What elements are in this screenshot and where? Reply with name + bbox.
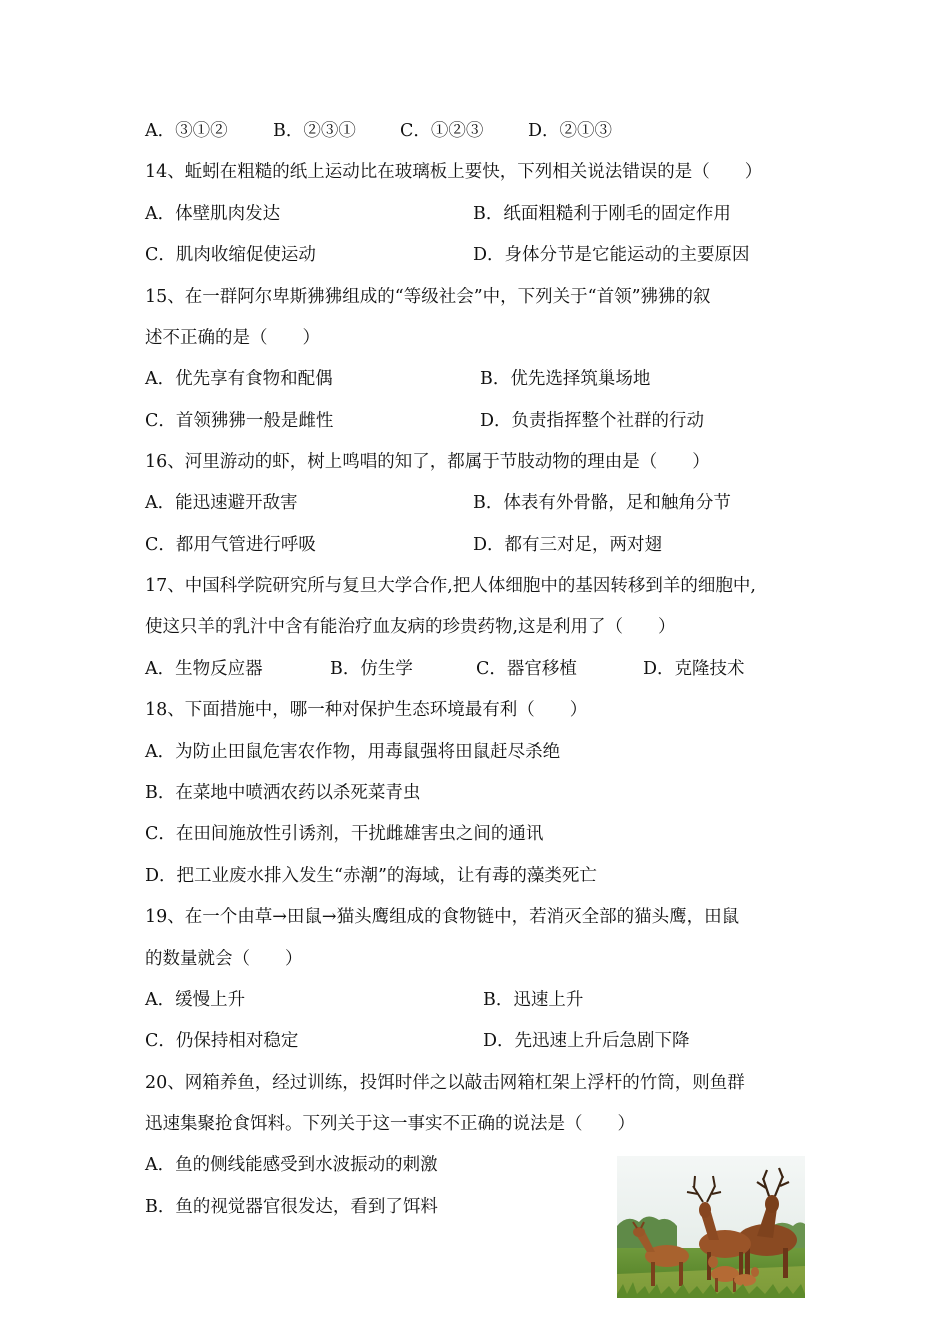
q16-option-a: A．能迅速避开敌害 bbox=[145, 493, 298, 513]
q18-option-a: A．为防止田鼠危害农作物，用毒鼠强将田鼠赶尽杀绝 bbox=[145, 742, 561, 762]
q18-stem: 18、下面措施中，哪一种对保护生态环境最有利（ ） bbox=[145, 700, 588, 720]
q19-option-a: A．缓慢上升 bbox=[145, 990, 246, 1010]
q17-stem-line1: 17、中国科学院研究所与复旦大学合作,把人体细胞中的基因转移到羊的细胞中, bbox=[145, 576, 756, 596]
q20-option-a: A．鱼的侧线能感受到水波振动的刺激 bbox=[145, 1155, 438, 1175]
q15-option-c: C．首领狒狒一般是雌性 bbox=[145, 411, 334, 431]
q15-option-d: D．负责指挥整个社群的行动 bbox=[480, 411, 705, 431]
q18-option-b: B．在菜地中喷洒农药以杀死菜青虫 bbox=[145, 783, 421, 803]
q20-option-b: B．鱼的视觉器官很发达，看到了饵料 bbox=[145, 1197, 438, 1217]
q14-option-d: D．身体分节是它能运动的主要原因 bbox=[473, 245, 750, 265]
q19-stem-line2: 的数量就会（ ） bbox=[145, 949, 303, 969]
q17-option-a: A．生物反应器 bbox=[145, 659, 263, 679]
q14-option-a: A．体壁肌肉发达 bbox=[145, 204, 281, 224]
q13-option-b: B．②③① bbox=[273, 121, 356, 141]
q17-option-d: D．克隆技术 bbox=[643, 659, 745, 679]
q16-option-d: D．都有三对足，两对翅 bbox=[473, 535, 663, 555]
q15-option-a: A．优先享有食物和配偶 bbox=[145, 369, 333, 389]
q14-stem: 14、蚯蚓在粗糙的纸上运动比在玻璃板上要快，下列相关说法错误的是（ ） bbox=[145, 162, 763, 182]
q19-option-b: B．迅速上升 bbox=[483, 990, 584, 1010]
q18-option-c: C．在田间施放性引诱剂，干扰雌雄害虫之间的通讯 bbox=[145, 824, 544, 844]
q13-option-a: A．③①② bbox=[145, 121, 228, 141]
q17-option-c: C．器官移植 bbox=[476, 659, 577, 679]
q19-stem-line1: 19、在一个由草→田鼠→猫头鹰组成的食物链中，若消灭全部的猫头鹰，田鼠 bbox=[145, 907, 740, 927]
q19-option-d: D．先迅速上升后急剧下降 bbox=[483, 1031, 690, 1051]
q19-option-c: C．仍保持相对稳定 bbox=[145, 1031, 299, 1051]
q13-option-c: C．①②③ bbox=[400, 121, 484, 141]
q14-option-c: C．肌肉收缩促使运动 bbox=[145, 245, 316, 265]
q14-option-b: B．纸面粗糙利于刚毛的固定作用 bbox=[473, 204, 731, 224]
q17-option-b: B．仿生学 bbox=[330, 659, 413, 679]
q15-stem-line2: 述不正确的是（ ） bbox=[145, 328, 320, 348]
q18-option-d: D．把工业废水排入发生“赤潮”的海域，让有毒的藻类死亡 bbox=[145, 866, 597, 886]
q16-option-c: C．都用气管进行呼吸 bbox=[145, 535, 316, 555]
q17-stem-line2: 使这只羊的乳汁中含有能治疗血友病的珍贵药物,这是利用了（ ） bbox=[145, 617, 676, 637]
q15-option-b: B．优先选择筑巢场地 bbox=[480, 369, 651, 389]
q20-stem-line1: 20、网箱养鱼，经过训练，投饵时伴之以敲击网箱杠架上浮杆的竹筒，则鱼群 bbox=[145, 1073, 745, 1093]
deer-photo bbox=[617, 1156, 805, 1298]
q20-stem-line2: 迅速集聚抢食饵料。下列关于这一事实不正确的说法是（ ） bbox=[145, 1114, 635, 1134]
q15-stem-line1: 15、在一群阿尔卑斯狒狒组成的“等级社会”中，下列关于“首领”狒狒的叙 bbox=[145, 287, 711, 307]
q16-stem: 16、河里游动的虾，树上鸣唱的知了，都属于节肢动物的理由是（ ） bbox=[145, 452, 710, 472]
q13-option-d: D．②①③ bbox=[528, 121, 613, 141]
q16-option-b: B．体表有外骨骼，足和触角分节 bbox=[473, 493, 731, 513]
